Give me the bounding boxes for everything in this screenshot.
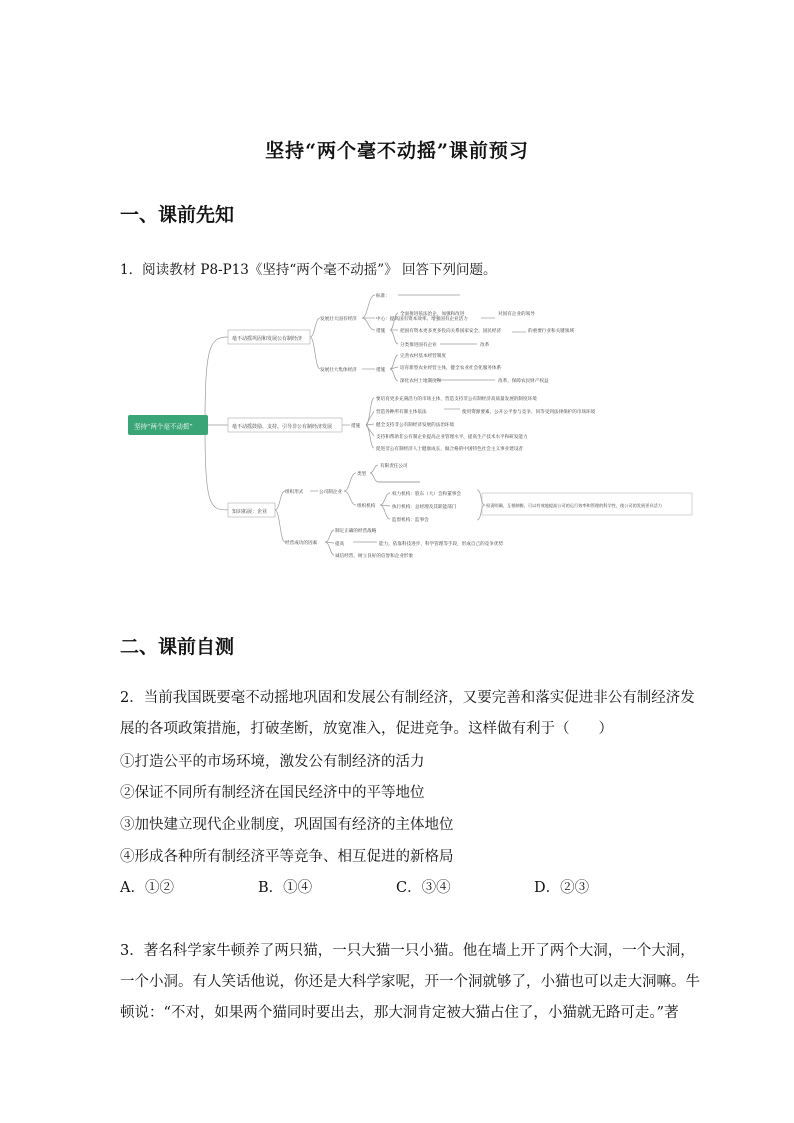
question-2-option-4: ④形成各种所有制经济平等竞争、相互促进的新格局: [120, 849, 454, 865]
node-measure-2c: 深化农村土地制度和: [400, 379, 442, 384]
choice-a: A．①②: [120, 880, 174, 896]
mind-map: [120, 285, 700, 560]
question-3-line-1: 3．著名科学家牛顿养了两只猫，一只大猫一只小猫。他在墙上开了两个大洞，一个大洞，: [120, 943, 695, 959]
branch-public-economy: 毫不动摇巩固和发展公有制经济: [232, 336, 303, 342]
question-3-line-3: 顿说：“不对，如果两个猫同时要出去，那大洞肯定被大猫占住了，小猫就无路可走。”著: [120, 1005, 679, 1021]
question-2-option-3: ③加快建立现代企业制度，巩固国有经济的主体地位: [120, 817, 454, 833]
node-factor-2: 提高: [335, 542, 345, 547]
page-title: 坚持“两个毫不动摇”课前预习: [265, 140, 529, 162]
node-measure-2a: 完善农村基本经营制度: [400, 354, 446, 359]
node-measure-3e: 促进非公有制经济人士健康成长，做合格的中国特色社会主义事业建设者: [376, 447, 524, 452]
node-measure-2c-tail: 改革，保障农民财产权益: [498, 379, 549, 384]
node-measures-1: 措施: [376, 329, 386, 334]
mind-map-root-label: 坚持“两个毫不动摇”: [134, 422, 193, 431]
node-measure-3c: 健全支持非公有制经济发展的法治环境: [376, 423, 455, 428]
choice-b: B．①④: [258, 880, 313, 896]
node-supervise-org: 监督机构：监事会: [392, 518, 429, 523]
node-measure-3d: 支持和帮助非公有制企业提高企业管理水平，提高生产技术水平和研发能力: [376, 435, 528, 440]
node-center: 中心：提高国有资本效率、增强国有企业活力: [376, 317, 468, 322]
node-state-economy: 发展壮大国有经济: [320, 317, 357, 322]
branch-nonpublic-economy: 毫不动摇鼓励、支持、引导非公有制经济发展: [232, 424, 333, 430]
node-org-form: 组织形式: [285, 490, 304, 495]
question-2-option-1: ①打造公平的市场环境，激发公有制经济的活力: [120, 754, 425, 770]
node-factor-2-tail: 能力，依靠科技进步、科学管理等手段，形成自己的竞争优势: [379, 542, 504, 547]
node-measure-2b: 培育新型农业经营主体，健全农业社会化服务体系: [400, 366, 502, 371]
node-measure-1b-tail: 的重要行业和关键领域: [528, 329, 574, 334]
question-2-line-2: 展的各项政策措施，打破垄断，放宽准入，促进竞争。这样做有利于（ ）: [120, 721, 613, 737]
section-heading-1: 一、课前先知: [120, 204, 235, 226]
question-2-line-1: 2．当前我国既要毫不动摇地巩固和发展公有制经济，又要完善和落实促进非公有制经济发: [120, 690, 695, 706]
question-1: 1．阅读教材 P8-P13《坚持“两个毫不动摇”》 回答下列问题。: [120, 262, 497, 278]
node-note: 权责明确、互相制衡，可以有效地提高公司的运行效率和管理的科学性，使公司的发展更具活力: [486, 503, 662, 508]
node-company: 公司制企业: [319, 490, 342, 495]
choice-c: C．③④: [396, 880, 451, 896]
node-llc: 有限责任公司: [380, 464, 408, 469]
node-standard: 标准：: [376, 294, 390, 299]
question-3-line-2: 一个小洞。有人笑话他说，你还是大科学家呢，开一个洞就够了，小猫也可以走大洞嘛。牛: [120, 974, 700, 990]
node-factor-3: 诚信经营，树立良好的信誉和企业形象: [335, 554, 414, 559]
node-measure-3a: 要培育更多充满活力的市场主体，营造支持非公有制经济高质量发展的制度环境: [376, 397, 537, 402]
node-type: 类型: [357, 472, 367, 477]
node-measures-2: 措施: [376, 368, 386, 373]
node-measure-1a-tail: 对国有企业的领导: [498, 312, 535, 317]
node-measure-1a: 全面推进依法治企，加强和改进: [400, 312, 465, 317]
question-2-option-2: ②保证不同所有制经济在国民经济中的平等地位: [120, 785, 425, 801]
node-measures-3: 措施: [351, 424, 361, 429]
node-power-org: 权力机构：股东（大）会和董事会: [392, 492, 461, 497]
node-collective-economy: 发展壮大集体经济: [320, 368, 357, 373]
section-heading-2: 二、课前自测: [120, 636, 235, 658]
node-measure-1c-tail: 改革: [480, 343, 490, 348]
node-measure-1c: 分类推进国有企业: [400, 343, 437, 348]
node-measure-3b: 营造各种所有制主体依法: [376, 410, 427, 415]
node-measure-1b: 把国有资本更多更多投向关系国家安全、国民经济: [400, 329, 502, 334]
node-factor-1: 制定正确的经营战略: [335, 529, 377, 534]
node-measure-3b-tail: 使用资源要素、公开公平参与竞争、同等受到法律保护的市场环境: [462, 410, 596, 415]
node-success-factors: 经营成功的因素: [285, 541, 318, 546]
node-org-structure: 组织机构: [357, 504, 376, 509]
branch-enterprise: 知识拓展：企业: [232, 509, 268, 515]
choice-d: D．②③: [534, 880, 590, 896]
node-exec-org: 执行机构：总经理及其职能部门: [392, 505, 457, 510]
